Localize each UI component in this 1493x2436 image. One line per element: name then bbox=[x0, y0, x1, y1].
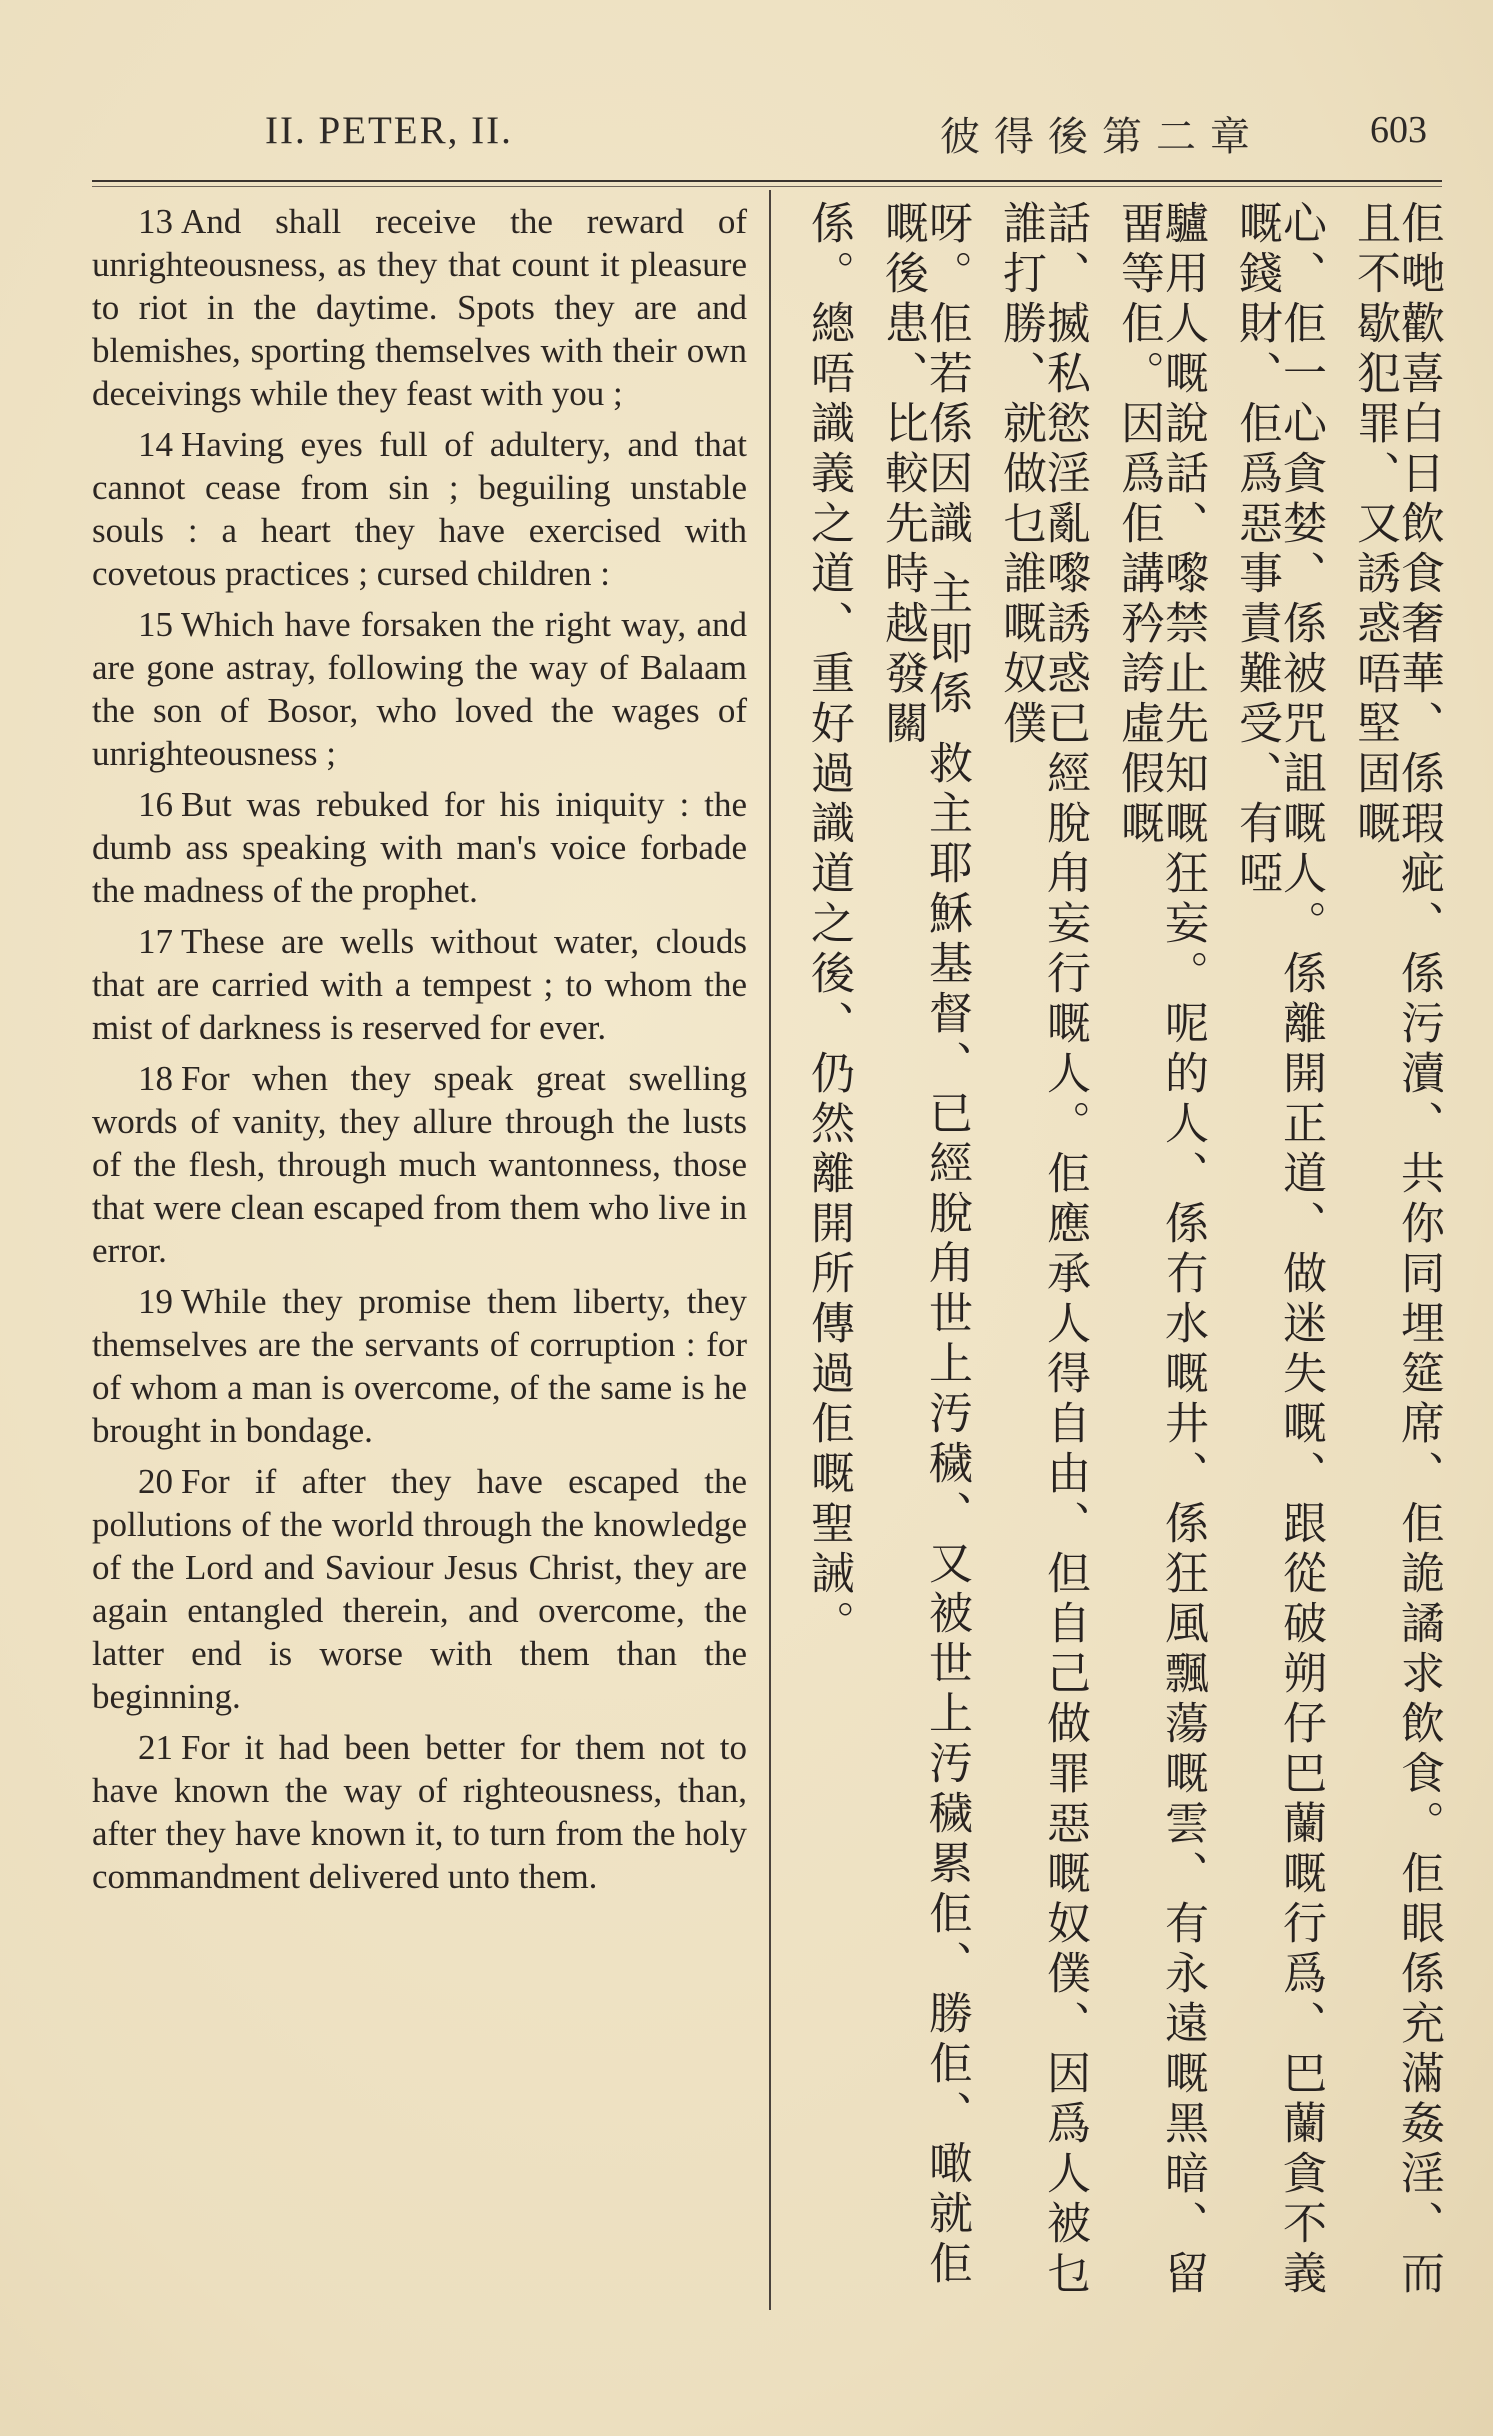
chinese-line: 佢哋歡喜白日飲食奢華、係瑕疵、係污瀆、共你同埋筵席、佢詭譎求飲食。佢眼係充滿姦淫、而且不歇犯罪、又誘惑唔堅固嘅 bbox=[1349, 200, 1444, 2300]
chinese-line: 心、佢一心貪婪、係被咒詛嘅人。係離開正道、做迷失嘅、跟從破朔仔巴蘭嘅行爲、巴蘭貪不義嘅錢財、佢爲惡事責難受、有啞 bbox=[1231, 200, 1326, 2300]
chinese-line: 係。總唔識義之道、重好過識道之後、仍然離開所傳過佢嘅聖誡。 bbox=[803, 200, 854, 1650]
page-number: 603 bbox=[1370, 109, 1427, 151]
running-header-chinese: 彼得後第二章 bbox=[940, 114, 1264, 160]
verse-text: Having eyes full of adultery, and that cannot cease from sin ; beguiling unstable souls : a heart they have exercised with covetous practices ; cursed children : bbox=[92, 425, 747, 593]
english-text-column bbox=[92, 200, 747, 1906]
header-rule bbox=[92, 180, 1442, 182]
running-header-english: II. PETER, II. bbox=[265, 109, 513, 152]
verse-text: For when they speak great swelling words of vanity, they allure through the lusts of the flesh, through much wantonness, those that were clean escaped from them who live in error. bbox=[92, 1059, 747, 1270]
verse-number: 20 bbox=[138, 1462, 173, 1501]
verse-number: 21 bbox=[138, 1728, 173, 1767]
verse-16 bbox=[92, 783, 747, 912]
header-rule-thin bbox=[92, 186, 1442, 187]
verse-19 bbox=[92, 1280, 747, 1452]
verse-text: While they promise them liberty, they themselves are the servants of corruption : for of whom a man is overcome, of the same is he brought in bondage. bbox=[92, 1282, 747, 1450]
verse-number: 19 bbox=[138, 1282, 173, 1321]
verse-text: And shall receive the reward of unrighteousness, as they that count it pleasure to riot in the daytime. Spots they are and blemishes, sporting themselves with their own deceivings while they feast with you ; bbox=[92, 202, 747, 413]
verse-13 bbox=[92, 200, 747, 415]
column-divider bbox=[769, 190, 771, 2310]
verse-number: 13 bbox=[138, 202, 173, 241]
chinese-line: 驢用人嘅說話、嚟禁止先知嘅狂妄。呢的人、係冇水嘅井、係狂風飄蕩嘅雲、有永遠嘅黑暗、留畱等佢。因爲佢講矜誇虛假嘅 bbox=[1113, 200, 1208, 2300]
chinese-text-column bbox=[790, 200, 1444, 2310]
verse-20 bbox=[92, 1460, 747, 1718]
verse-17 bbox=[92, 920, 747, 1049]
verse-14 bbox=[92, 423, 747, 595]
verse-text: For it had been better for them not to have known the way of righteousness, than, after they have known it, to turn from the holy commandment delivered unto them. bbox=[92, 1728, 747, 1896]
verse-18 bbox=[92, 1057, 747, 1272]
verse-text: For if after they have escaped the pollutions of the world through the knowledge of the Lord and Saviour Jesus Christ, they are again entangled therein, and overcome, the latter end is worse with them than the beginning. bbox=[92, 1462, 747, 1716]
verse-text: But was rebuked for his iniquity : the dumb ass speaking with man's voice forbade the madness of the prophet. bbox=[92, 785, 747, 910]
verse-text: These are wells without water, clouds that are carried with a tempest ; to whom the mist of darkness is reserved for ever. bbox=[92, 922, 747, 1047]
verse-15 bbox=[92, 603, 747, 775]
verse-number: 14 bbox=[138, 425, 173, 464]
chinese-line: 話、揻私慾淫亂嚟誘惑已經脫甪妄行嘅人。佢應承人得自由、但自己做罪惡嘅奴僕、因爲人被乜誰打勝、就做乜誰嘅奴僕 bbox=[995, 200, 1090, 2300]
verse-number: 16 bbox=[138, 785, 173, 824]
verse-number: 15 bbox=[138, 605, 173, 644]
verse-number: 17 bbox=[138, 922, 173, 961]
verse-text: Which have forsaken the right way, and are gone astray, following the way of Balaam the son of Bosor, who loved the wages of unrighteousness ; bbox=[92, 605, 747, 773]
chinese-line: 呀。佢若係因識 主即係 救主耶穌基督、已經脫甪世上汚穢、又被世上汚穢累佢、勝佢、噉就佢嘅後患、比較先時越發關 bbox=[877, 200, 972, 2290]
verse-number: 18 bbox=[138, 1059, 173, 1098]
verse-21 bbox=[92, 1726, 747, 1898]
